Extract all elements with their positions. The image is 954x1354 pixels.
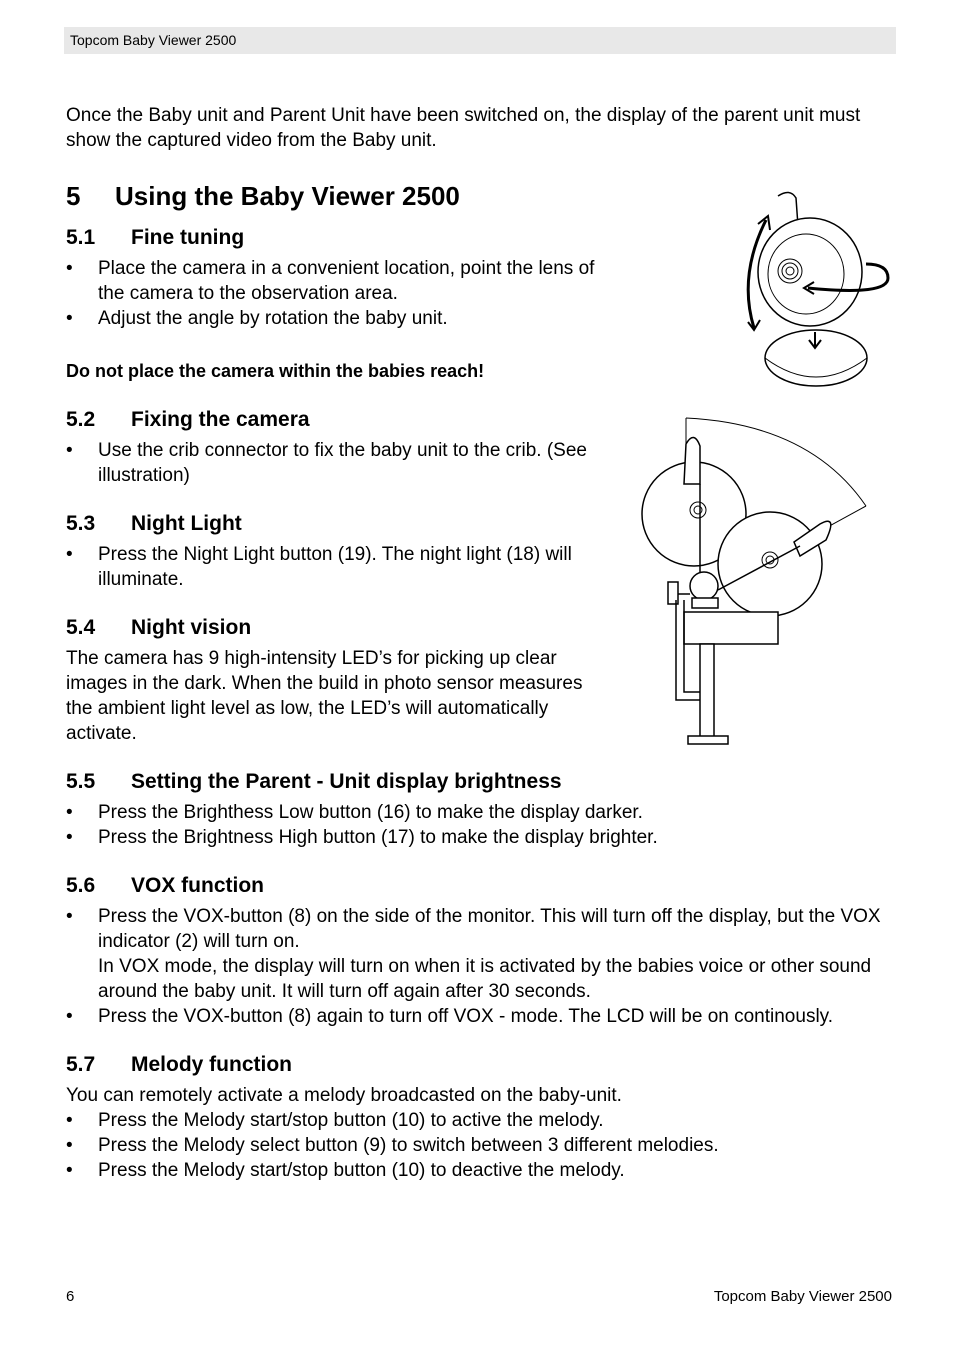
bullet: •: [66, 802, 73, 823]
list-item-text: In VOX mode, the display will turn on when it is activated by the babies voice or other sound around the baby unit. It will turn off again after 30 seconds.: [98, 956, 872, 1002]
list-item: [66, 1108, 896, 1133]
section-display-brightness: [66, 768, 896, 850]
section-melody-function: [66, 1051, 896, 1183]
bullet: •: [66, 1160, 73, 1181]
section-heading: [66, 614, 896, 642]
section-heading: [66, 768, 896, 796]
list-item: [66, 904, 896, 1004]
section-number: 5.4: [66, 616, 96, 639]
list-item: [66, 1133, 896, 1158]
section-title: Night vision: [131, 616, 252, 639]
bullet: •: [66, 258, 73, 279]
bullet: •: [66, 906, 73, 927]
section-heading: [66, 510, 896, 538]
bullet-list: [66, 904, 896, 1029]
list-item: [66, 256, 596, 306]
section-number: 5.7: [66, 1053, 96, 1076]
list-item-text: Adjust the angle by rotation the baby unit.: [98, 308, 448, 329]
section-number: 5.2: [66, 408, 96, 431]
section-number: 5.3: [66, 512, 96, 535]
page-content: [66, 103, 896, 1205]
list-item-text: Use the crib connector to fix the baby unit to the crib. (See illustration): [98, 440, 587, 486]
bullet-list: [66, 438, 596, 488]
footer-title: Topcom Baby Viewer 2500: [713, 1288, 892, 1305]
list-item: [66, 800, 896, 825]
bullet: •: [66, 544, 73, 565]
bullet-list: [66, 1108, 896, 1183]
section-heading: [66, 1051, 896, 1079]
list-item-text: Place the camera in a convenient location, point the lens of the camera to the observation area.: [98, 258, 595, 304]
list-item-text: Press the Melody select button (9) to switch between 3 different melodies.: [98, 1135, 719, 1156]
section-title: Melody function: [131, 1053, 292, 1076]
section-fixing-camera: [66, 406, 896, 488]
section-heading: [66, 872, 896, 900]
section-title: Night Light: [131, 512, 242, 535]
bullet: •: [66, 440, 73, 461]
list-item: [66, 306, 596, 331]
section-title: VOX function: [131, 874, 264, 897]
list-item: [66, 542, 596, 592]
bullet: •: [66, 308, 73, 329]
bullet-list: [66, 800, 896, 850]
bullet: •: [66, 1006, 73, 1027]
list-item-text: Press the Brighthess Low button (16) to make the display darker.: [98, 802, 643, 823]
warning-text: Do not place the camera within the babies reach!: [66, 361, 485, 381]
section-number: 5.5: [66, 770, 96, 793]
list-item: [66, 1158, 896, 1183]
section-fine-tuning: [66, 224, 896, 384]
bullet: •: [66, 827, 73, 848]
list-item: [66, 1004, 896, 1029]
bullet: •: [66, 1135, 73, 1156]
list-item-text: Press the VOX-button (8) again to turn off VOX - mode. The LCD will be on continously.: [98, 1006, 834, 1027]
section-number: 5.1: [66, 226, 96, 249]
section-vox-function: [66, 872, 896, 1029]
chapter-heading: [66, 180, 896, 212]
page-number: 6: [66, 1288, 75, 1305]
chapter-title: Using the Baby Viewer 2500: [115, 181, 460, 211]
header-title: Topcom Baby Viewer 2500: [70, 32, 237, 48]
section-title: Fine tuning: [131, 226, 245, 249]
bullet-list: [66, 542, 596, 592]
list-item-text: Press the Melody start/stop button (10) to deactive the melody.: [98, 1160, 625, 1181]
section-paragraph: You can remotely activate a melody broadcasted on the baby-unit.: [66, 1085, 622, 1106]
chapter-number: 5: [66, 181, 81, 211]
bullet: •: [66, 1110, 73, 1131]
section-heading: [66, 224, 896, 252]
page-header: [64, 27, 896, 54]
section-night-light: [66, 510, 896, 592]
section-night-vision: [66, 614, 896, 746]
section-title: Fixing the camera: [131, 408, 310, 431]
section-title: Setting the Parent - Unit display brightness: [131, 770, 562, 793]
list-item-text: Press the VOX-button (8) on the side of the monitor. This will turn off the display, but the VOX indicator (2) will turn on.: [98, 906, 881, 952]
bullet-list: [66, 256, 596, 331]
list-item-text: Press the Melody start/stop button (10) to active the melody.: [98, 1110, 604, 1131]
section-paragraph: The camera has 9 high-intensity LED’s for picking up clear images in the dark. When the build in photo sensor measures the ambient light level as low, the LED’s will automatically activate.: [66, 648, 583, 744]
section-number: 5.6: [66, 874, 96, 897]
intro-paragraph: Once the Baby unit and Parent Unit have been switched on, the display of the parent unit must show the captured video from the Baby unit.: [66, 105, 861, 151]
list-item-text: Press the Night Light button (19). The night light (18) will illuminate.: [98, 544, 572, 590]
list-item: [66, 825, 896, 850]
list-item: [66, 438, 596, 488]
list-item-text: Press the Brightness High button (17) to make the display brighter.: [98, 827, 658, 848]
section-heading: [66, 406, 896, 434]
